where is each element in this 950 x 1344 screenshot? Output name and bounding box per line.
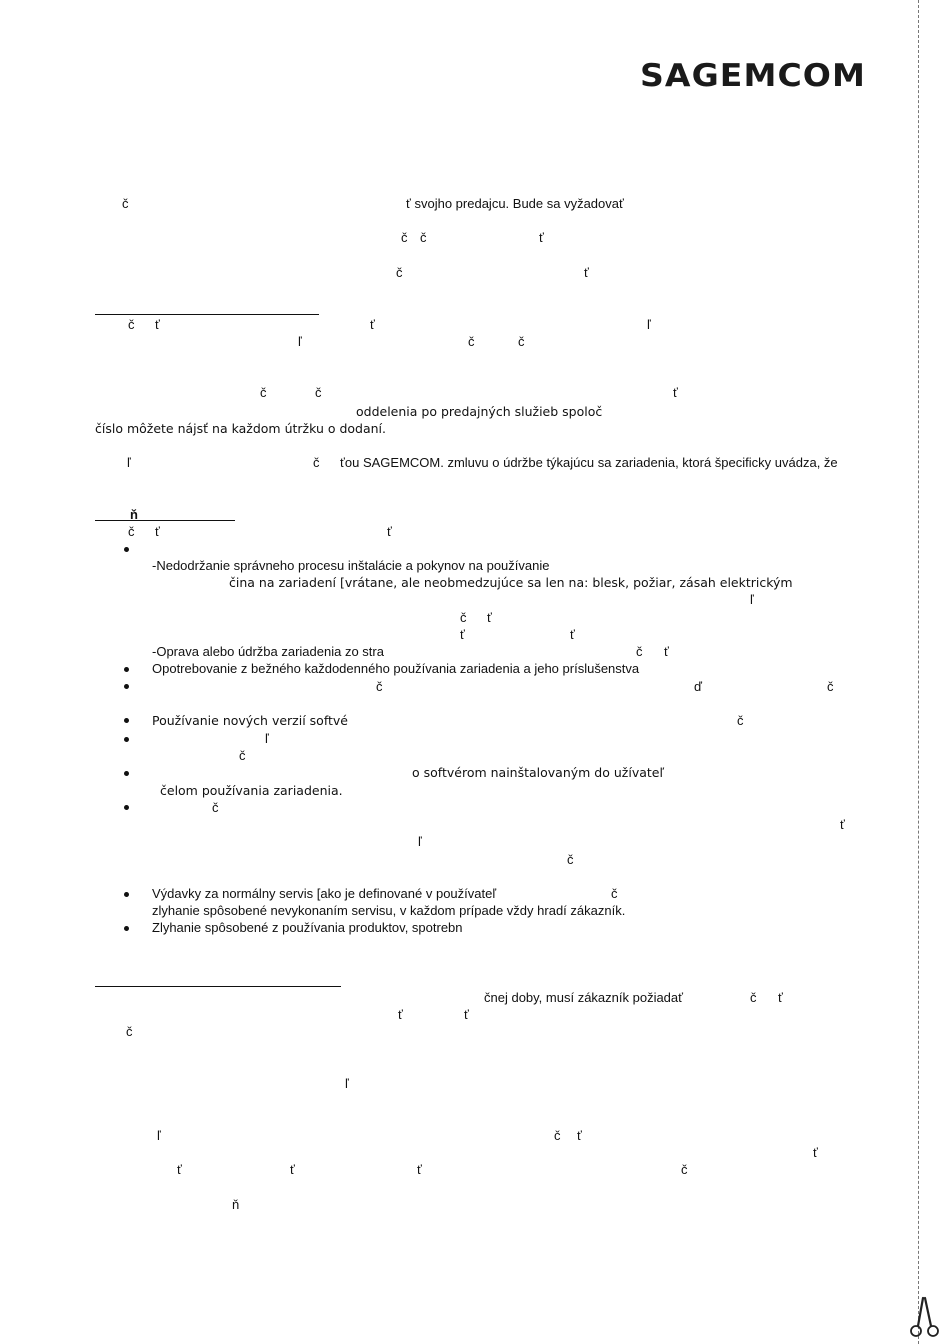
text-fragment: Opotrebovanie z bežného každodenného používania zariadenia a jeho príslušenstva [152, 661, 640, 676]
text-fragment: ť [840, 817, 845, 832]
brand-text: SAGEMCOM [640, 58, 866, 92]
text-fragment: Výdavky za normálny servis [ako je definované v používateľ [152, 886, 497, 901]
text-fragment: č [636, 644, 643, 659]
text-fragment: ť [398, 1007, 403, 1022]
text-fragment: č [126, 1024, 133, 1039]
text-fragment: č [750, 990, 757, 1005]
bullet [124, 718, 129, 723]
text-fragment: o softvérom nainštalovaným do užívateľ [412, 765, 665, 780]
text-fragment: ť [155, 317, 160, 332]
text-fragment: ť [487, 610, 492, 625]
text-fragment: č [401, 230, 408, 245]
text-fragment: ň [232, 1197, 240, 1212]
text-fragment: ť [778, 990, 783, 1005]
text-fragment: ť [577, 1128, 582, 1143]
text-fragment: č [518, 334, 525, 349]
bullet [124, 892, 129, 897]
text-fragment: -Oprava alebo údržba zariadenia zo stra [152, 644, 384, 659]
text-fragment: ľ [298, 334, 302, 349]
text-fragment: ť [155, 524, 160, 539]
text-fragment: ň [130, 507, 138, 522]
text-fragment: č [611, 886, 618, 901]
section-rule-2 [95, 520, 235, 521]
text-fragment: zlyhanie spôsobené nevykonaním servisu, v každom prípade vždy hradí zákazník. [152, 903, 626, 918]
text-fragment: č [468, 334, 475, 349]
text-fragment: číslo môžete nájsť na každom útržku o dodaní. [95, 421, 387, 436]
bullet [124, 771, 129, 776]
text-fragment: ľ [127, 455, 131, 470]
text-fragment: č [315, 385, 322, 400]
text-fragment: č [313, 455, 320, 470]
text-fragment: ť [417, 1162, 422, 1177]
text-fragment: oddelenia po predajných služieb spoloč [356, 404, 603, 419]
section-rule-3 [95, 986, 341, 987]
text-fragment: ľ [265, 731, 269, 746]
text-fragment: ď [694, 679, 702, 694]
text-fragment: č [239, 748, 246, 763]
text-fragment: ľ [157, 1128, 161, 1143]
text-fragment: čina na zariadení [vrátane, ale neobmedzujúce sa len na: blesk, požiar, zásah elektrickým [229, 575, 793, 590]
bullet [124, 547, 129, 552]
text-fragment: ť [290, 1162, 295, 1177]
text-fragment: Používanie nových verzií softvé [152, 713, 348, 728]
bullet [124, 737, 129, 742]
cut-line [918, 0, 919, 1344]
text-fragment: ľ [345, 1076, 349, 1091]
text-fragment: ť [177, 1162, 182, 1177]
text-fragment: ť [570, 627, 575, 642]
text-fragment: čelom používania zariadenia. [160, 783, 343, 798]
text-fragment: č [376, 679, 383, 694]
text-fragment: č [420, 230, 427, 245]
text-fragment: ť [460, 627, 465, 642]
text-fragment: č [128, 317, 135, 332]
bullet [124, 805, 129, 810]
text-fragment: č [460, 610, 467, 625]
text-fragment: ť [664, 644, 669, 659]
text-fragment: č [737, 713, 744, 728]
text-fragment: č [128, 524, 135, 539]
text-fragment: č [554, 1128, 561, 1143]
text-fragment: ťou SAGEMCOM. zmluvu o údržbe týkajúcu sa zariadenia, ktorá špecificky uvádza, že [340, 455, 838, 470]
text-fragment: ť [387, 524, 392, 539]
sagemcom-logo [640, 58, 868, 92]
text-fragment: ť [539, 230, 544, 245]
text-fragment: ť [584, 265, 589, 280]
text-fragment: č [827, 679, 834, 694]
text-fragment: ť [464, 1007, 469, 1022]
text-fragment: Zlyhanie spôsobené z používania produktov, spotrebn [152, 920, 463, 935]
section-rule-1 [95, 314, 319, 315]
text-fragment: ť svojho predajcu. Bude sa vyžadovať [406, 196, 624, 211]
bullet [124, 926, 129, 931]
bullet [124, 667, 129, 672]
text-fragment: ť [673, 385, 678, 400]
text-fragment: č [396, 265, 403, 280]
text-fragment: čnej doby, musí zákazník požiadať [484, 990, 684, 1005]
text-fragment: č [681, 1162, 688, 1177]
text-fragment: č [260, 385, 267, 400]
text-fragment: ľ [750, 592, 754, 607]
text-fragment: -Nedodržanie správneho procesu inštalácie a pokynov na používanie [152, 558, 550, 573]
text-fragment: ť [813, 1145, 818, 1160]
text-fragment: č [567, 852, 574, 867]
text-fragment: č [122, 196, 129, 211]
bullet [124, 684, 129, 689]
text-fragment: ľ [647, 317, 651, 332]
scissors-icon [906, 1296, 942, 1340]
text-fragment: ľ [418, 834, 422, 849]
text-fragment: ť [370, 317, 375, 332]
text-fragment: č [212, 800, 219, 815]
